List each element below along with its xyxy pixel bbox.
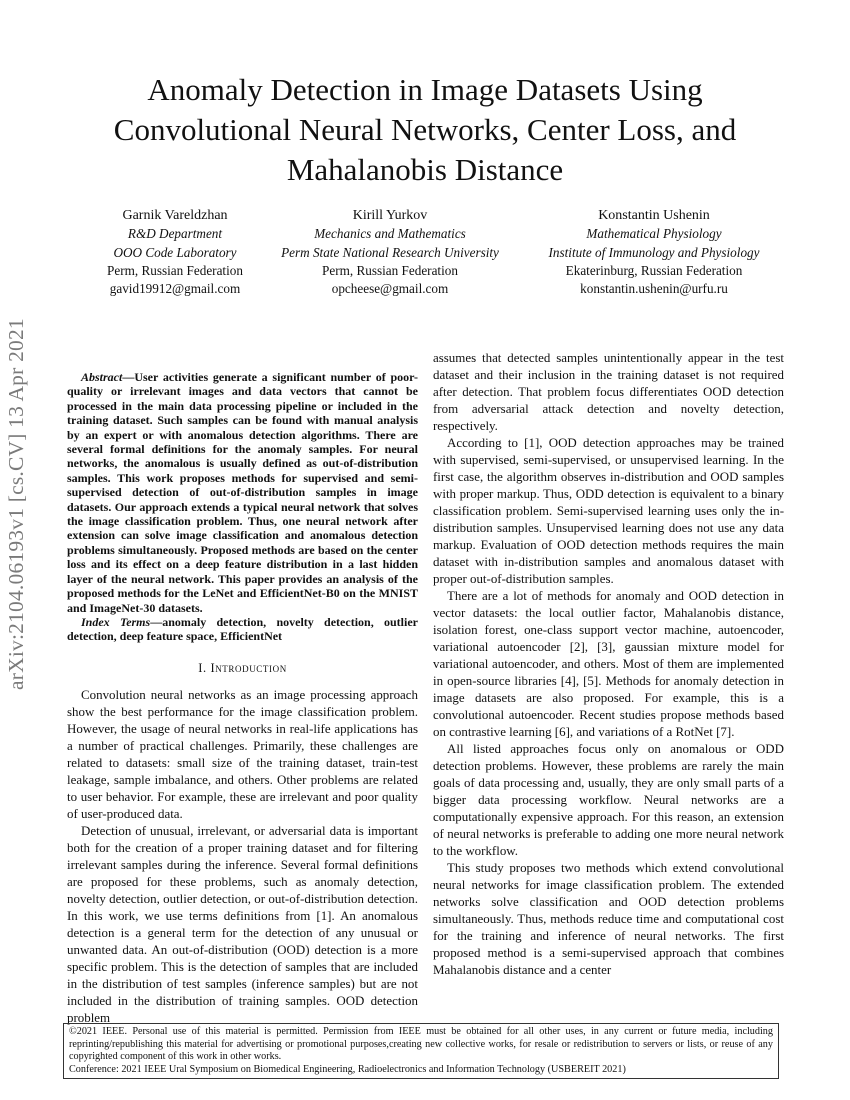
left-column: [67, 370, 418, 1026]
author-department: Mechanics and Mathematics: [314, 226, 466, 242]
index-terms: [67, 615, 418, 644]
abstract-lead: Abstract: [81, 370, 123, 384]
index-terms-lead: Index Terms: [81, 614, 151, 629]
title-line: Mahalanobis Distance: [286, 152, 564, 187]
author-email[interactable]: opcheese@gmail.com: [331, 281, 449, 297]
conference-text: Conference: 2021 IEEE Ural Symposium on Biomedical Engineering, Radioelectronics and Information Technology (USBEREIT 2021): [69, 1063, 626, 1075]
abstract: [67, 370, 418, 615]
copyright-text: ©2021 IEEE. Personal use of this material is permitted. Permission from IEEE must be obtained for all other uses, in any current or future media, including reprinting/republishing this material for advertising or promotional purposes,creating new collective works, for resale or redistribution to servers or lists, or reuse of any copyrighted component of this work in other works.: [69, 1026, 773, 1063]
index-terms-text: anomaly detection, novelty detection, outlier detection, deep feature space, EfficientNet: [67, 614, 418, 644]
author-name: Kirill Yurkov: [352, 208, 428, 223]
paragraph: Detection of unusual, irrelevant, or adversarial data is important both for the creation of a proper training dataset and for filtering irrelevant samples during the inference. Several formal definitions are proposed for these problems, such as anomaly detection, novelty detection, outlier detection, or out-of-distribution detection. In this work, we use terms definitions from [1]. An anomalous detection is a general term for the detection of any unusual or unwanted data. An out-of-distribution (OOD) detection is a more specific problem. This is the detection of samples that are included in the distribution of test samples (inference samples) but are not included in the distribution of training samples. OOD detection problem: [67, 822, 418, 1025]
author-card: [520, 207, 788, 298]
copyright-notice: [63, 1023, 779, 1079]
author-name: Konstantin Ushenin: [598, 208, 710, 223]
section-title: Introduction: [210, 660, 287, 675]
index-terms-separator: —: [150, 614, 163, 629]
section-heading-introduction: [67, 660, 418, 677]
paragraph: According to [1], OOD detection approaches may be trained with supervised, semi-supervised, or unsupervised learning. In the first case, the algorithm observes in-distribution and OOD samples with proper markup. Thus, ODD detection is equivalent to a binary classification problem. Semi-supervised learning uses only the in-distribution samples. Unsupervised learning does not use any data markup. Evaluation of OOD detection methods requires the main dataset with in-distribution samples and anomalous dataset with proper out-of-distribution samples.: [433, 435, 784, 586]
title-line: Convolutional Neural Networks, Center Loss, and: [113, 112, 737, 147]
author-email[interactable]: konstantin.ushenin@urfu.ru: [580, 281, 728, 297]
paragraph: Convolution neural networks as an image processing approach show the best performance for the image classification problem. However, the usage of neural networks in real-life applications has a number of practical challenges. Primarily, these challenges are related to datasets: small size of the training dataset, train-test leakage, sample imbalance, and others. Other problems are related to user behavior. For example, these are irrelevant and poor quality of user-produced data.: [67, 686, 418, 821]
author-location: Ekaterinburg, Russian Federation: [565, 262, 743, 278]
paper-title: [60, 70, 790, 190]
author-organization: Perm State National Research University: [281, 244, 499, 260]
title-line: Anomaly Detection in Image Datasets Using: [147, 72, 703, 107]
author-organization: Institute of Immunology and Physiology: [548, 244, 760, 260]
abstract-text: User activities generate a significant number of poor-quality or irrelevant images and data vectors that cannot be processed in the main data processing pipeline or included in the training dataset. Such samples can be found with manual analysis by an expert or with anomalous detection algorithms. There are several formal definitions for the anomaly samples. For neural networks, the anomalous is usually defined as out-of-distribution samples. This work proposes methods for supervised and semi-supervised detection of out-of-distribution samples in image datasets. Our approach extends a typical neural network that solves the image classification problem. Thus, one neural network after extension can solve image classification and anomalous detection problems simultaneously. Proposed methods are based on the center loss and its effect on a deep feature distribution in a last hidden layer of the neural network. This paper provides an analysis of the proposed methods for the LeNet and EfficientNet-B0 on the MNIST and ImageNet-30 datasets.: [67, 370, 418, 615]
paragraph: There are a lot of methods for anomaly and OOD detection in vector datasets: the local outlier factor, Mahalanobis distance, isolation forest, one-class support vector machine, autoencoder, variational autoencoder [2], [3], gaussian mixture model for variational autoencoder, and others. Most of them are implemented in open-source libraries [4], [5]. Methods for anomaly detection in image datasets are also proposed. For example, this is a convolutional autoencoder. Recent studies propose methods based on contrastive learning [6], and variations of a RotNet [7].: [433, 588, 784, 739]
author-organization: OOO Code Laboratory: [113, 244, 237, 260]
right-column: [433, 349, 784, 978]
author-name: Garnik Vareldzhan: [122, 208, 228, 223]
author-email[interactable]: gavid19912@gmail.com: [109, 281, 241, 297]
author-location: Perm, Russian Federation: [107, 262, 243, 278]
author-department: Mathematical Physiology: [586, 226, 722, 242]
paragraph: This study proposes two methods which extend convolutional neural networks for image classification problem. The extended networks solve classification and OOD detection problems simultaneously. Thus, methods reduce time and computational cost for the training and inference of neural networks. The first proposed method is a semi-supervised approach that combines Mahalanobis distance and a center: [433, 860, 784, 977]
arxiv-identifier[interactable]: arXiv:2104.06193v1 [cs.CV] 13 Apr 2021: [4, 318, 28, 690]
paragraph: assumes that detected samples unintentionally appear in the test dataset and their inclusion in the training dataset is not required after detection. That problem focus differentiates OOD detection from adversarial attack detection and novelty detection, respectively.: [433, 350, 784, 433]
abstract-separator: —: [122, 370, 135, 384]
author-location: Perm, Russian Federation: [322, 262, 458, 278]
paragraph: All listed approaches focus only on anomalous or ODD detection problems. However, these problems are rarely the main goals of data processing and, usually, they are only small parts of a bigger data processing workflow. Neural networks are a computationally expensive approach. For this reason, an extension of neural networks is preferable to adding one more neural network to the workflow.: [433, 741, 784, 858]
section-number: I.: [198, 660, 207, 675]
author-card: [265, 207, 515, 298]
author-department: R&D Department: [127, 226, 223, 242]
author-block: [60, 207, 790, 297]
author-card: [60, 207, 290, 298]
